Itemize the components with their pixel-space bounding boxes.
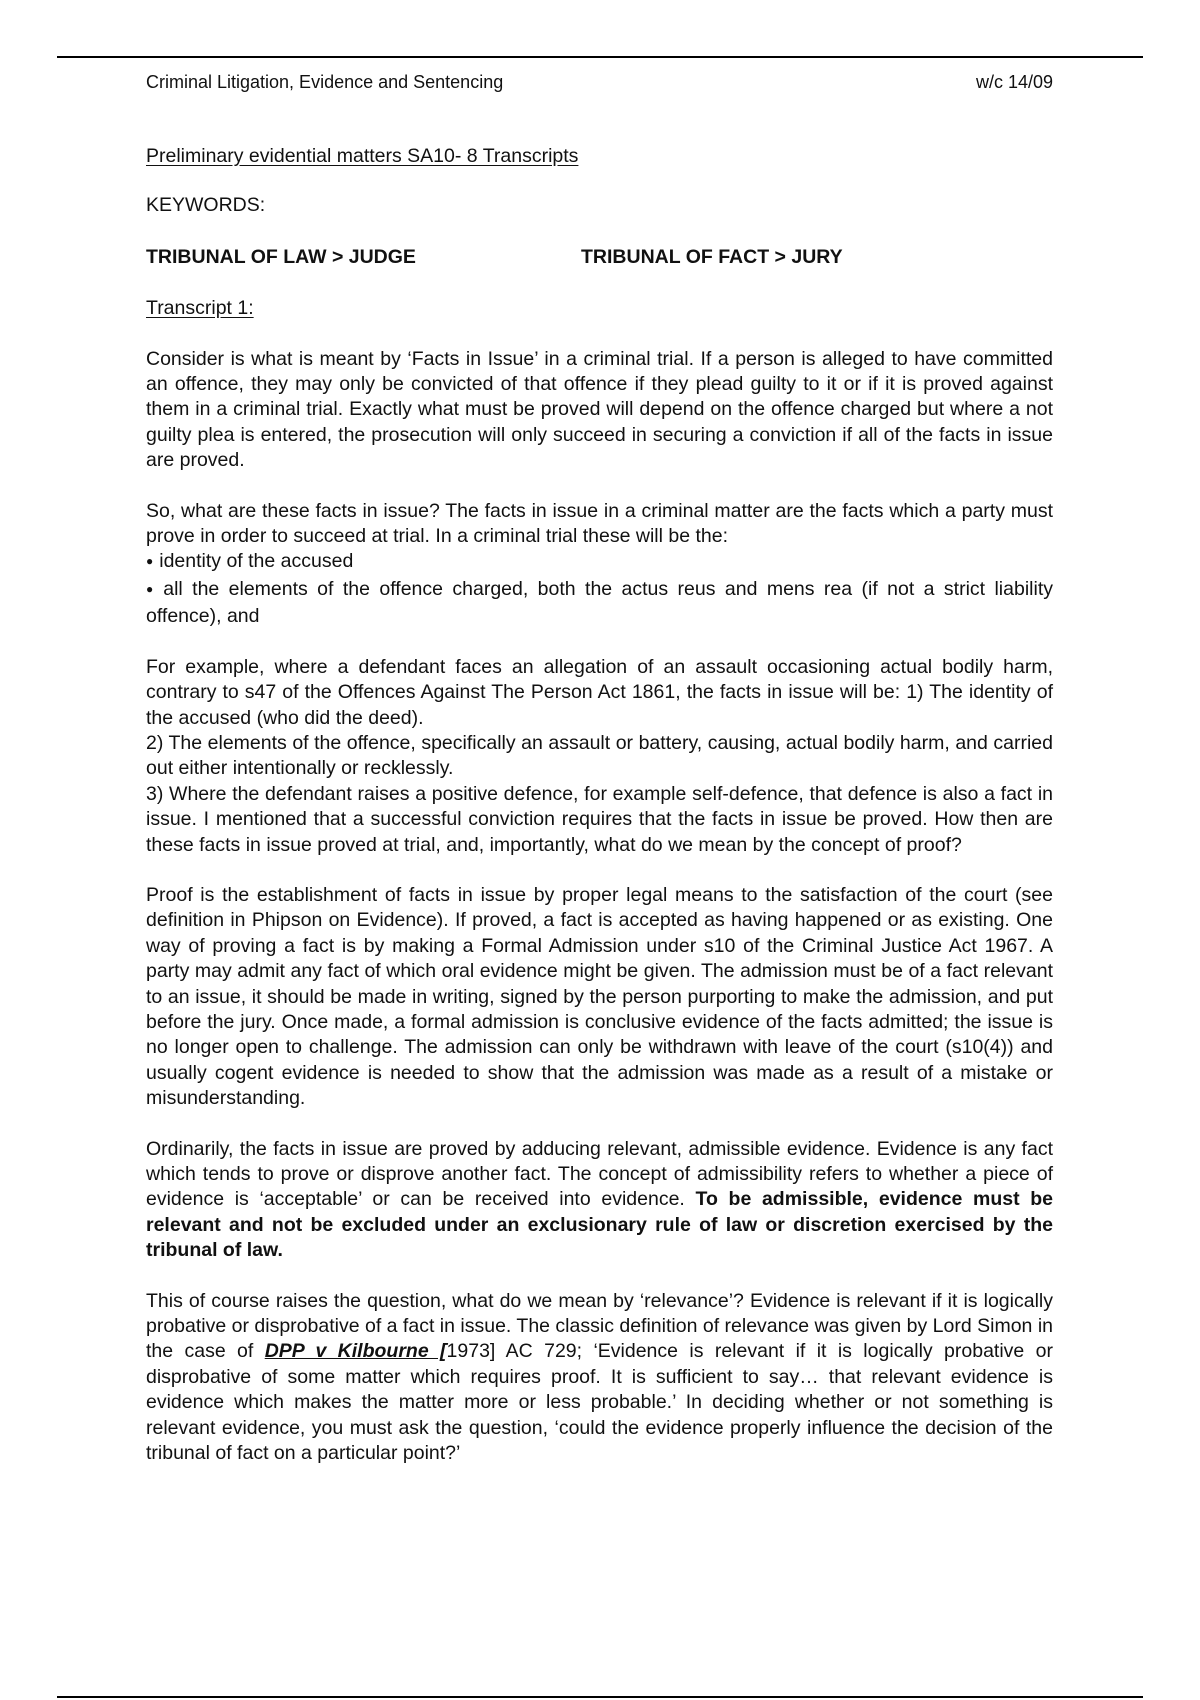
tribunal-of-fact: TRIBUNAL OF FACT > JURY: [581, 245, 843, 268]
tribunal-of-law: TRIBUNAL OF LAW > JUDGE: [146, 245, 416, 268]
relevance-text-continued: 1973] AC 729; ‘Evidence is relevant if it is logically probative or disprobative of some matter which requires proof. It is sufficient to say… that relevant evidence is evidence which makes the matter more or less probable.’ In deciding whether or not something is relevant evidence, you must ask the question, ‘could the evidence properly influence the decision of the tribunal of fact on a particular point?’: [146, 1340, 1053, 1465]
paragraph-what-are-facts: So, what are these facts in issue? The facts in issue in a criminal matter are the facts which a party must prove in order to succeed at trial. In a criminal trial these will be the:: [146, 499, 1053, 548]
paragraph-relevance: [146, 1289, 1053, 1467]
bullet-elements: ● all the elements of the offence charged, both the actus reus and mens rea (if not a strict liability offence), and: [146, 577, 1053, 630]
paragraph-facts-in-issue: Consider is what is meant by ‘Facts in Issue’ in a criminal trial. If a person is alleged to have committed an offence, they may only be convicted of that offence if they plead guilty to it or if it is proved against them in a criminal trial. Exactly what must be proved will depend on the offence charged but where a not guilty plea is entered, the prosecution will only succeed in securing a conviction if all of the facts in issue are proved.: [146, 347, 1053, 472]
admissibility-rule: To be admissible, evidence must be relevant and not be excluded under an exclusionary rule of law or discretion exercised by the tribunal of law.: [146, 1188, 1053, 1262]
document-title: Preliminary evidential matters SA10- 8 Transcripts: [146, 145, 579, 167]
paragraph-example-point-3: 3) Where the defendant raises a positive defence, for example self-defence, that defence is also a fact in issue. I mentioned that a successful conviction requires that the facts in issue be proved. How then are these facts in issue proved at trial, and, importantly, what do we mean by the concept of proof?: [146, 782, 1053, 856]
transcript-label: Transcript 1:: [146, 297, 254, 320]
keywords-label: KEYWORDS:: [146, 194, 266, 217]
document-page: [146, 70, 1053, 1466]
page-header: [146, 70, 1053, 94]
course-title: Criminal Litigation, Evidence and Sentencing: [146, 72, 504, 92]
week-label: w/c 14/09: [975, 72, 1053, 92]
relevance-text: This of course raises the question, what do we mean by ‘relevance’? Evidence is relevant if it is logically probative or disprobative of a fact in issue. The classic definition of relevance was given by Lord Simon in the case of: [146, 1289, 1053, 1363]
bullet-identity: ● identity of the accused: [146, 549, 1053, 576]
paragraph-example-point-2: 2) The elements of the offence, specifically an assault or battery, causing, actual bodily harm, and carried out either intentionally or recklessly.: [146, 731, 1053, 780]
footer-rule: [57, 1696, 1143, 1698]
paragraph-admissibility: [146, 1137, 1053, 1264]
tribunals-row: [146, 245, 1053, 270]
admissibility-text: Ordinarily, the facts in issue are proved by adducing relevant, admissible evidence. Evidence is any fact which tends to prove or disprove another fact. The concept of admissibility refers to whether a piece of evidence is ‘acceptable’ or can be received into evidence.: [146, 1137, 1053, 1211]
paragraph-proof: Proof is the establishment of facts in issue by proper legal means to the satisfaction of the court (see definition in Phipson on Evidence). If proved, a fact is accepted as having happened or as existing. One way of proving a fact is by making a Formal Admission under s10 of the Criminal Justice Act 1967. A party may admit any fact of which oral evidence might be given. The admission must be of a fact relevant to an issue, it should be made in writing, signed by the person purporting to make the admission, and put before the jury. Once made, a formal admission is conclusive evidence of the facts admitted; the issue is no longer open to challenge. The admission can only be withdrawn with leave of the court (s10(4)) and usually cogent evidence is needed to show that the admission was made as a result of a mistake or misunderstanding.: [146, 883, 1053, 1110]
paragraph-example: For example, where a defendant faces an allegation of an assault occasioning actual bodily harm, contrary to s47 of the Offences Against The Person Act 1861, the facts in issue will be: 1) The identity of the accused (who did the deed).: [146, 655, 1053, 729]
case-citation: DPP v Kilbourne [: [264, 1340, 447, 1363]
header-rule: [57, 56, 1143, 58]
